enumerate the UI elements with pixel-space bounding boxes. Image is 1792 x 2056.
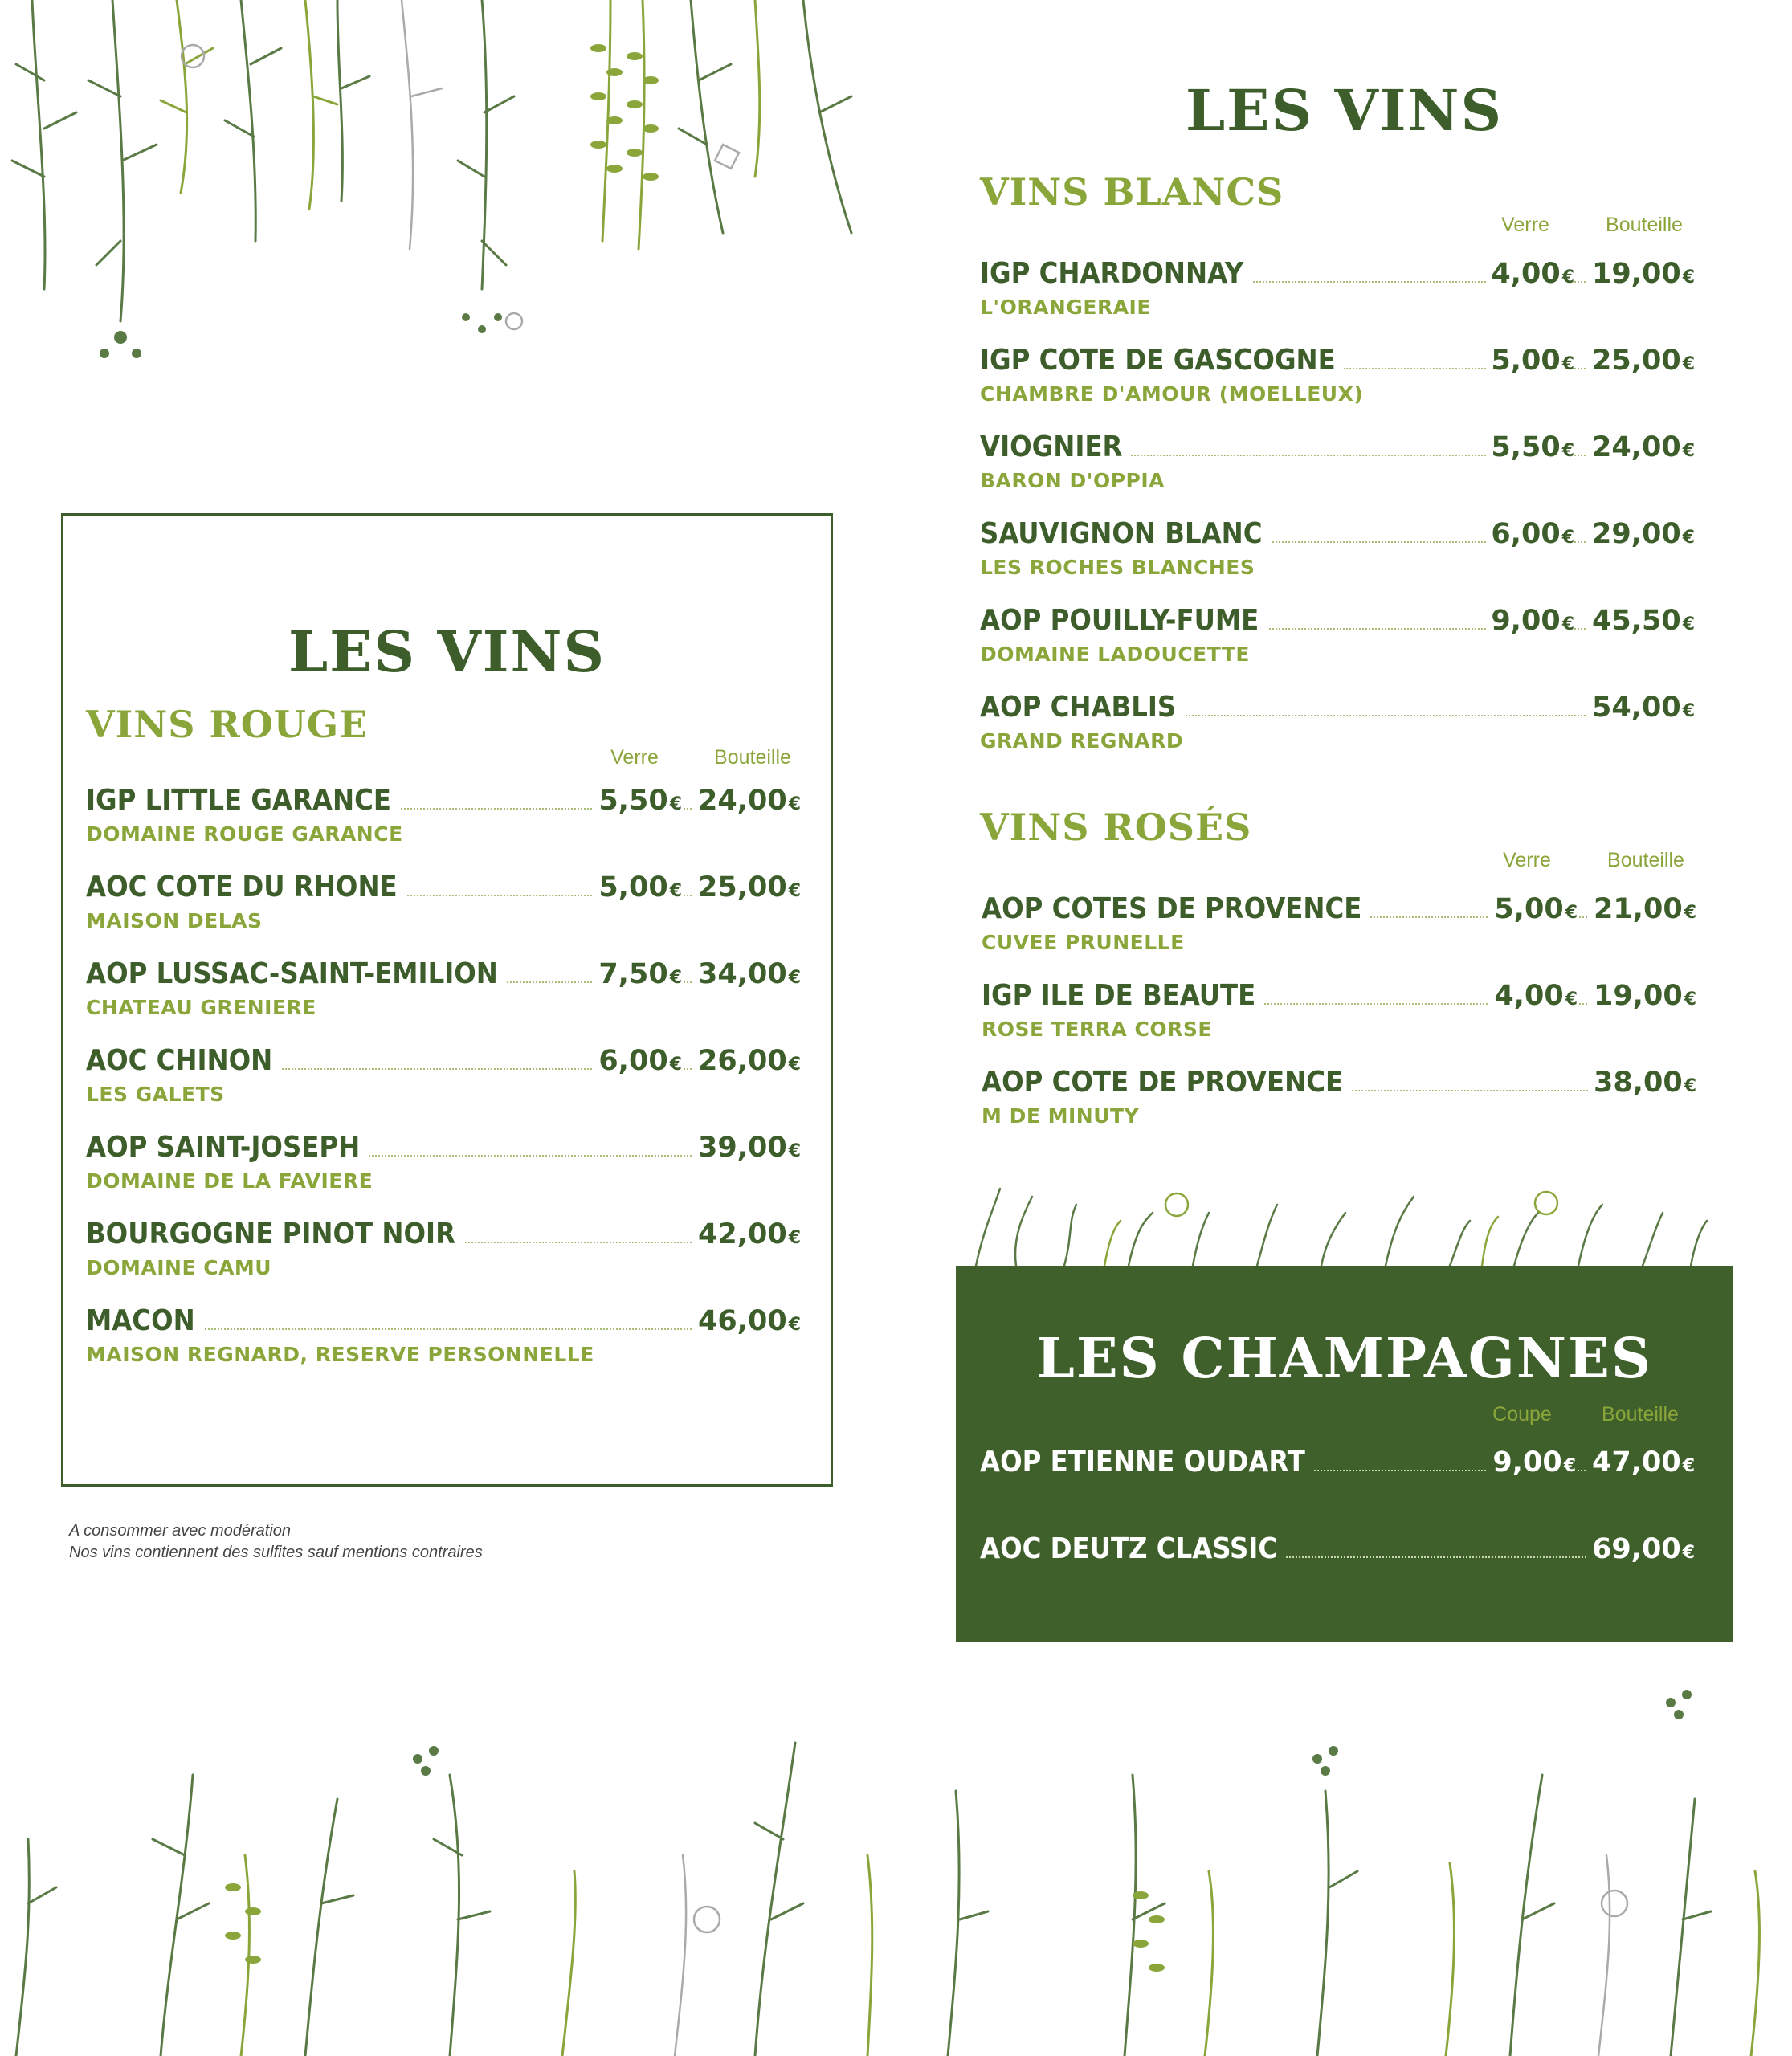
rouge-wine-item <box>86 954 801 1023</box>
glass-price: 6,00€ <box>594 1041 682 1085</box>
rose-bottle-column-header: Bouteille <box>1607 849 1684 871</box>
bottle-price: 45,50€ <box>1587 601 1695 645</box>
wine-producer: DOMAINE ROUGE GARANCE <box>86 822 403 846</box>
wine-name: AOP SAINT-JOSEPH <box>86 1128 368 1168</box>
champagne-bottle-column-header: Bouteille <box>1602 1403 1679 1426</box>
euro-sign: € <box>1682 441 1695 461</box>
euro-sign: € <box>788 968 801 988</box>
blancs-wine-item <box>980 601 1695 670</box>
bottle-price: 69,00€ <box>1587 1529 1695 1573</box>
euro-sign: € <box>1561 354 1574 374</box>
bottle-price: 38,00€ <box>1589 1063 1696 1107</box>
wine-producer: MAISON DELAS <box>86 909 263 932</box>
euro-sign: € <box>1561 528 1574 548</box>
bottle-price: 29,00€ <box>1587 514 1695 558</box>
wine-name: AOP POUILLY-FUME <box>980 601 1267 641</box>
wine-name: IGP COTE DE GASCOGNE <box>980 341 1344 381</box>
euro-sign: € <box>1684 903 1696 923</box>
wine-name: SAUVIGNON BLANC <box>980 514 1271 554</box>
red-wines-card <box>61 513 833 1487</box>
euro-sign: € <box>788 794 801 814</box>
wine-name: MACON <box>86 1301 203 1341</box>
euro-sign: € <box>669 881 682 901</box>
wine-name: AOP LUSSAC-SAINT-EMILION <box>86 954 506 994</box>
blancs-wine-item <box>980 427 1695 496</box>
white-bottle-column-header: Bouteille <box>1606 214 1683 236</box>
euro-sign: € <box>1561 267 1574 288</box>
bottle-price: 39,00€ <box>693 1128 801 1172</box>
euro-sign: € <box>1565 989 1578 1010</box>
wine-producer: CHATEAU GRENIERE <box>86 996 316 1019</box>
bottle-price: 25,00€ <box>1587 341 1695 385</box>
bottom-botanical-illustration <box>0 1679 1792 2056</box>
roses-wine-item <box>982 889 1696 958</box>
euro-sign: € <box>1682 1456 1695 1476</box>
glass-price: 5,50€ <box>594 781 682 825</box>
euro-sign: € <box>1682 267 1695 288</box>
wine-producer: L'ORANGERAIE <box>980 296 1151 319</box>
bottle-price: 42,00€ <box>693 1214 801 1258</box>
rouge-wine-item <box>86 1128 801 1197</box>
wine-producer: DOMAINE CAMU <box>86 1256 272 1279</box>
euro-sign: € <box>669 794 682 814</box>
bottle-price: 34,00€ <box>693 954 801 998</box>
glass-price: 6,00€ <box>1486 514 1574 558</box>
blancs-wine-item <box>980 254 1695 323</box>
rouge-wine-item <box>86 867 801 936</box>
rouge-wine-item <box>86 1041 801 1110</box>
white-wines-page-title: LES VINS <box>1185 77 1504 144</box>
wine-producer: MAISON REGNARD, RESERVE PERSONNELLE <box>86 1343 594 1366</box>
euro-sign: € <box>788 1141 801 1161</box>
bottle-price: 19,00€ <box>1587 254 1695 298</box>
grass-illustration <box>968 1181 1715 1269</box>
blancs-wine-item <box>980 687 1695 757</box>
euro-sign: € <box>1682 528 1695 548</box>
wine-name: AOP COTE DE PROVENCE <box>982 1063 1351 1103</box>
glass-price: 5,50€ <box>1486 427 1574 471</box>
champagnes-title: LES CHAMPAGNES <box>1036 1327 1652 1391</box>
bottle-price: 47,00€ <box>1587 1442 1695 1487</box>
blancs-wine-item <box>980 514 1695 583</box>
rouge-wine-item <box>86 1214 801 1283</box>
rose-glass-column-header: Verre <box>1503 849 1551 871</box>
wine-producer: CUVEE PRUNELLE <box>982 931 1185 954</box>
glass-price: 4,00€ <box>1486 254 1574 298</box>
wine-producer: CHAMBRE D'AMOUR (MOELLEUX) <box>980 382 1364 406</box>
glass-price: 9,00€ <box>1488 1442 1576 1487</box>
red-wines-page-title: LES VINS <box>288 618 606 685</box>
wine-name: AOC CHINON <box>86 1041 280 1081</box>
wine-producer: M DE MINUTY <box>982 1104 1140 1128</box>
euro-sign: € <box>669 968 682 988</box>
wine-name: IGP LITTLE GARANCE <box>86 781 399 821</box>
footnote-sulfites: Nos vins contiennent des sulfites sauf mentions contraires <box>69 1544 483 1561</box>
champagnes-wine-item <box>980 1442 1695 1511</box>
glass-price: 5,00€ <box>1489 889 1578 933</box>
rouge-wine-item <box>86 1301 801 1370</box>
wine-producer: GRAND REGNARD <box>980 729 1184 753</box>
bottle-price: 21,00€ <box>1589 889 1696 933</box>
glass-price: 4,00€ <box>1489 976 1578 1020</box>
bottle-price: 54,00€ <box>1587 687 1695 732</box>
euro-sign: € <box>788 1055 801 1075</box>
wine-name: IGP CHARDONNAY <box>980 254 1251 294</box>
wine-name: AOC COTE DU RHONE <box>86 867 406 908</box>
wine-producer: DOMAINE LADOUCETTE <box>980 642 1251 666</box>
white-wines-section-title: VINS BLANCS <box>980 170 1284 214</box>
roses-wine-item <box>982 1063 1696 1132</box>
blancs-wine-item <box>980 341 1695 410</box>
rouge-wine-item <box>86 781 801 850</box>
footnote-moderation: A consommer avec modération <box>69 1522 292 1540</box>
champagnes-panel <box>956 1266 1733 1642</box>
bottle-price: 26,00€ <box>693 1041 801 1085</box>
bottle-column-header: Bouteille <box>714 746 791 769</box>
cup-column-header: Coupe <box>1492 1403 1552 1426</box>
glass-price: 5,00€ <box>1486 341 1574 385</box>
white-glass-column-header: Verre <box>1501 214 1549 236</box>
euro-sign: € <box>669 1055 682 1075</box>
euro-sign: € <box>788 1315 801 1335</box>
euro-sign: € <box>1561 441 1574 461</box>
glass-price: 9,00€ <box>1486 601 1574 645</box>
rose-wines-section-title: VINS ROSÉS <box>980 806 1252 849</box>
bottle-price: 25,00€ <box>693 867 801 912</box>
euro-sign: € <box>1682 701 1695 721</box>
wine-producer: DOMAINE DE LA FAVIERE <box>86 1169 374 1193</box>
euro-sign: € <box>1682 1543 1695 1563</box>
bottle-price: 24,00€ <box>693 781 801 825</box>
wine-name: IGP ILE DE BEAUTE <box>982 976 1263 1016</box>
euro-sign: € <box>1682 614 1695 634</box>
euro-sign: € <box>1565 903 1578 923</box>
wine-producer: ROSE TERRA CORSE <box>982 1018 1212 1041</box>
wine-name: BOURGOGNE PINOT NOIR <box>86 1214 463 1254</box>
bottle-price: 46,00€ <box>693 1301 801 1345</box>
wine-producer: LES ROCHES BLANCHES <box>980 556 1255 579</box>
footnote <box>69 1520 483 1564</box>
euro-sign: € <box>788 881 801 901</box>
wine-producer: BARON D'OPPIA <box>980 469 1165 492</box>
glass-price: 7,50€ <box>594 954 682 998</box>
euro-sign: € <box>1682 354 1695 374</box>
wine-name: AOC DEUTZ CLASSIC <box>980 1529 1285 1569</box>
roses-wine-item <box>982 976 1696 1045</box>
euro-sign: € <box>788 1228 801 1248</box>
bottle-price: 24,00€ <box>1587 427 1695 471</box>
wine-producer: LES GALETS <box>86 1083 225 1106</box>
wine-name: AOP COTES DE PROVENCE <box>982 889 1370 929</box>
euro-sign: € <box>1563 1456 1576 1476</box>
wine-name: AOP ETIENNE OUDART <box>980 1442 1313 1483</box>
champagnes-wine-item <box>980 1529 1695 1598</box>
euro-sign: € <box>1684 1076 1696 1096</box>
euro-sign: € <box>1684 989 1696 1010</box>
red-wines-section-title: VINS ROUGE <box>86 703 369 746</box>
top-botanical-illustration <box>0 0 892 377</box>
wine-name: AOP CHABLIS <box>980 687 1184 728</box>
euro-sign: € <box>1561 614 1574 634</box>
wine-name: VIOGNIER <box>980 427 1130 467</box>
glass-price: 5,00€ <box>594 867 682 912</box>
glass-column-header: Verre <box>610 746 659 769</box>
bottle-price: 19,00€ <box>1589 976 1696 1020</box>
